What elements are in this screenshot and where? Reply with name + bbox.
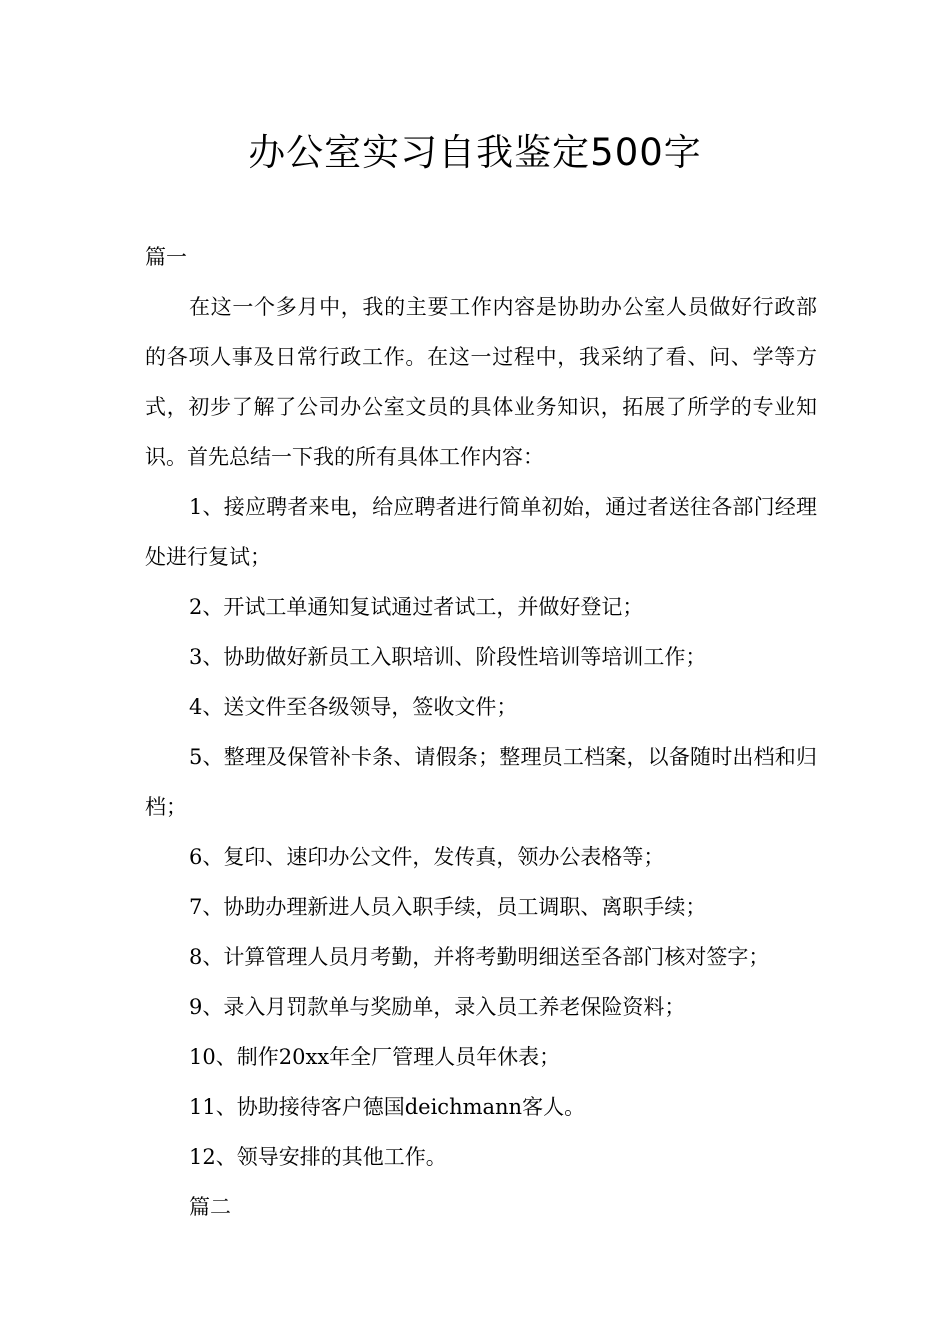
- list-item: 8、计算管理人员月考勤，并将考勤明细送至各部门核对签字；: [189, 945, 770, 969]
- list-item: 9、录入月罚款单与奖励单，录入员工养老保险资料；: [189, 995, 686, 1019]
- list-item: 5、整理及保管补卡条、请假条；整理员工档案，以备随时出档和归档；: [145, 745, 817, 819]
- list-item: 4、送文件至各级领导，签收文件；: [189, 695, 518, 719]
- list-item: 2、开试工单通知复试通过者试工，并做好登记；: [189, 595, 644, 619]
- list-item: 6、复印、速印办公文件，发传真，领办公表格等；: [189, 845, 665, 869]
- section-heading-1: 篇一: [145, 245, 187, 269]
- list-item: 7、协助办理新进人员入职手续，员工调职、离职手续；: [189, 895, 707, 919]
- list-item: 11、协助接待客户德国deichmann客人。: [189, 1095, 586, 1119]
- list-item: 12、领导安排的其他工作。: [189, 1145, 447, 1169]
- list-item: 10、制作20xx年全厂管理人员年休表；: [189, 1045, 561, 1069]
- list-item: 3、协助做好新员工入职培训、阶段性培训等培训工作；: [189, 645, 707, 669]
- document-body: [145, 232, 817, 1232]
- intro-paragraph: 在这一个多月中，我的主要工作内容是协助办公室人员做好行政部的各项人事及日常行政工作。在这一过程中，我采纳了看、问、学等方式，初步了解了公司办公室文员的具体业务知识，拓展了所学的专业知识。首先总结一下我的所有具体工作内容：: [145, 295, 817, 469]
- section-heading-2: 篇二: [189, 1195, 231, 1219]
- document-title: 办公室实习自我鉴定500字: [248, 131, 702, 174]
- list-item: 1、接应聘者来电，给应聘者进行简单初始，通过者送往各部门经理处进行复试；: [145, 495, 817, 569]
